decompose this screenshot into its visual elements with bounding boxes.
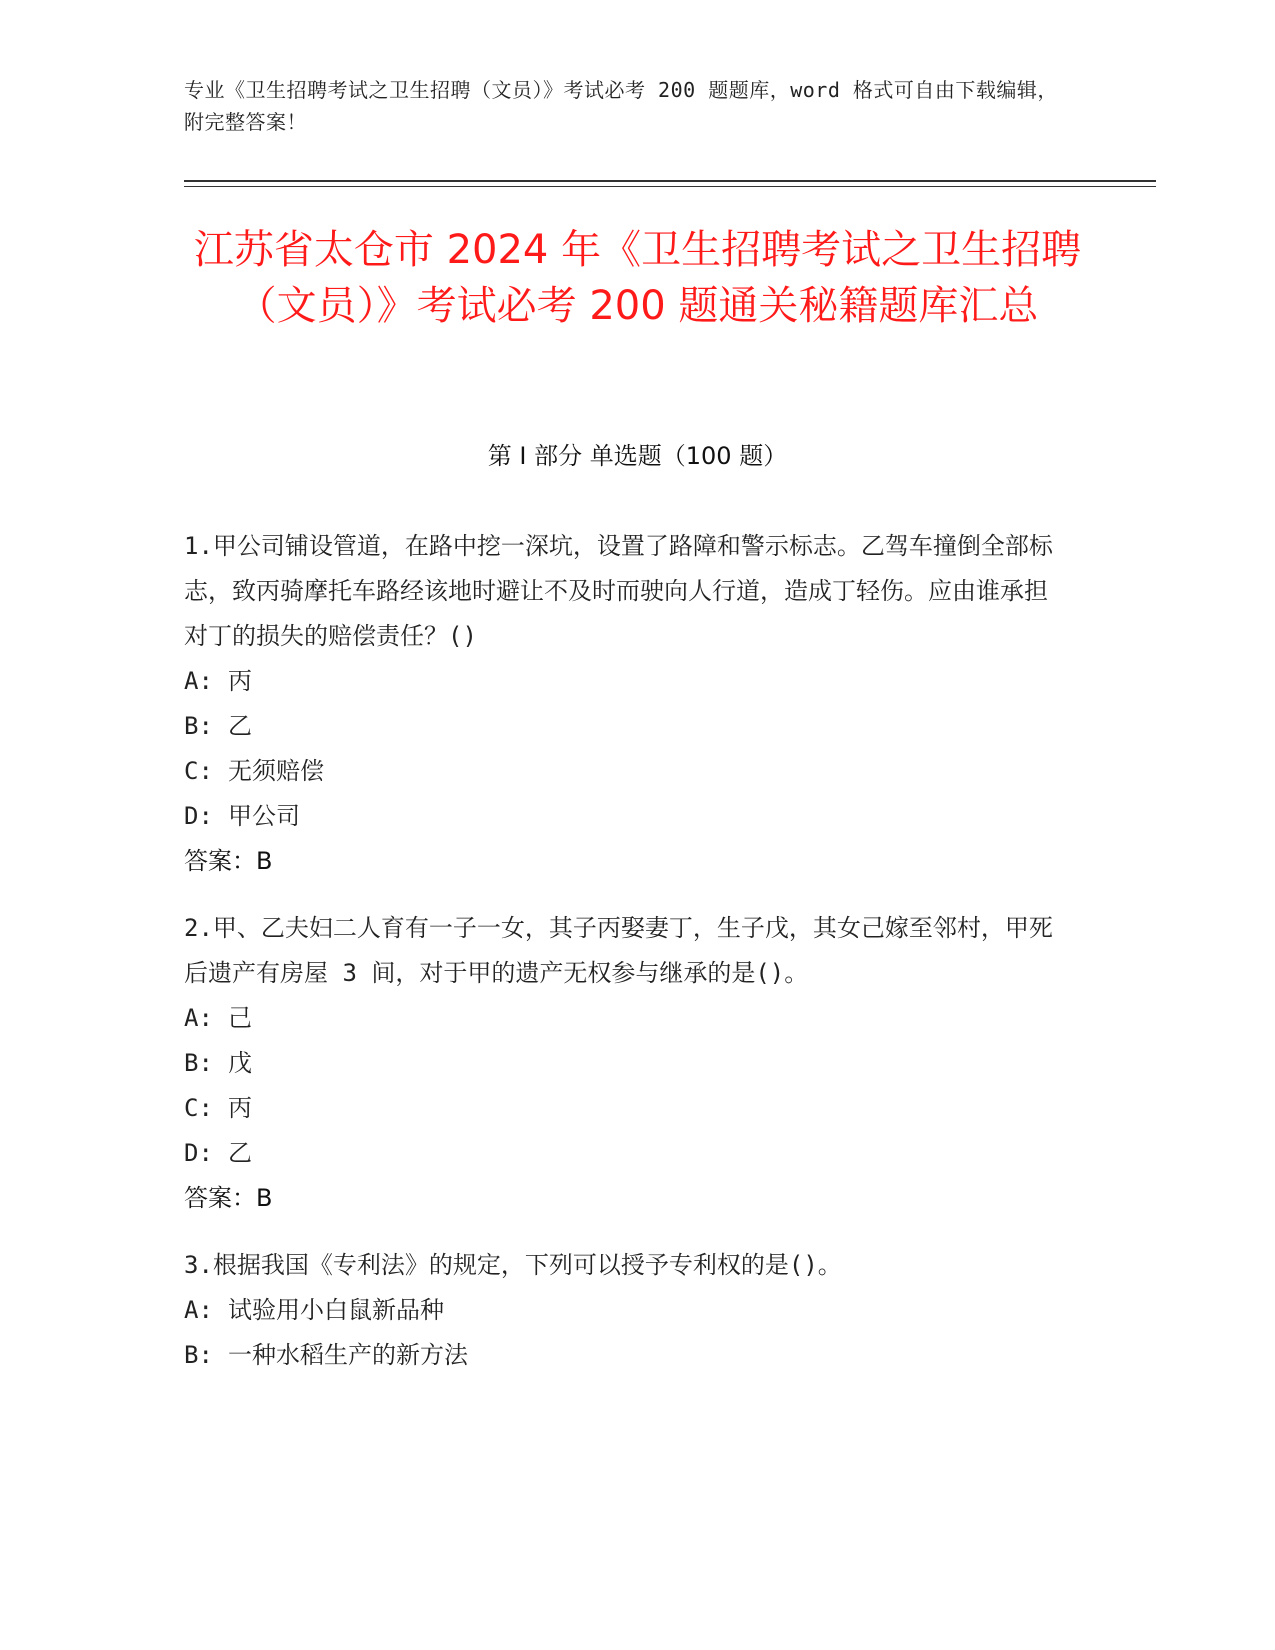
answer: 答案：B xyxy=(184,847,273,875)
option-text: 乙 xyxy=(228,712,252,740)
option-letter: B: xyxy=(184,1049,213,1077)
header-divider-thick xyxy=(184,180,1156,182)
section-heading: 第 I 部分 单选题（100 题） xyxy=(487,442,788,470)
option-text: 戊 xyxy=(228,1049,252,1077)
document-title: 江苏省太仓市 2024 年《卫生招聘考试之卫生招聘（文员）》考试必考 200 题通关秘籍题库汇总 xyxy=(193,227,1082,329)
option-d xyxy=(184,794,1064,839)
option-letter: A: xyxy=(184,1004,213,1032)
option-d xyxy=(184,1131,1064,1176)
option-c xyxy=(184,749,1064,794)
option-letter: C: xyxy=(184,1094,213,1122)
option-a xyxy=(184,1288,1064,1333)
question-2 xyxy=(184,906,1064,1221)
answer: 答案：B xyxy=(184,1184,273,1212)
option-letter: B: xyxy=(184,712,213,740)
option-text: 甲公司 xyxy=(228,802,300,830)
question-text: 1.甲公司铺设管道，在路中挖一深坑，设置了路障和警示标志。乙驾车撞倒全部标志，致丙骑摩托车路经该地时避让不及时而驶向人行道，造成丁轻伤。应由谁承担对丁的损失的赔偿责任？() xyxy=(184,532,1053,650)
option-text: 乙 xyxy=(228,1139,252,1167)
option-text: 己 xyxy=(228,1004,252,1032)
option-letter: D: xyxy=(184,1139,213,1167)
question-text: 2.甲、乙夫妇二人育有一子一女，其子丙娶妻丁，生子戊，其女己嫁至邻村，甲死后遗产有房屋 3 间，对于甲的遗产无权参与继承的是()。 xyxy=(184,914,1053,987)
option-letter: B: xyxy=(184,1341,213,1369)
option-b xyxy=(184,1041,1064,1086)
option-letter: A: xyxy=(184,1296,213,1324)
option-b xyxy=(184,704,1064,749)
option-a xyxy=(184,996,1064,1041)
option-letter: A: xyxy=(184,667,213,695)
option-a xyxy=(184,659,1064,704)
question-3 xyxy=(184,1243,1064,1378)
header-note: 专业《卫生招聘考试之卫生招聘（文员）》考试必考 200 题题库，word 格式可自由下载编辑，附完整答案！ xyxy=(184,78,1058,134)
option-letter: D: xyxy=(184,802,213,830)
question-text: 3.根据我国《专利法》的规定，下列可以授予专利权的是()。 xyxy=(184,1251,842,1279)
question-1 xyxy=(184,524,1064,884)
option-b xyxy=(184,1333,1064,1378)
option-text: 丙 xyxy=(228,667,252,695)
option-c xyxy=(184,1086,1064,1131)
question-list xyxy=(184,524,1064,1400)
header-divider-thin xyxy=(184,186,1156,187)
option-text: 试验用小白鼠新品种 xyxy=(228,1296,444,1324)
option-text: 无须赔偿 xyxy=(228,757,324,785)
option-text: 丙 xyxy=(228,1094,252,1122)
option-letter: C: xyxy=(184,757,213,785)
option-text: 一种水稻生产的新方法 xyxy=(228,1341,468,1369)
